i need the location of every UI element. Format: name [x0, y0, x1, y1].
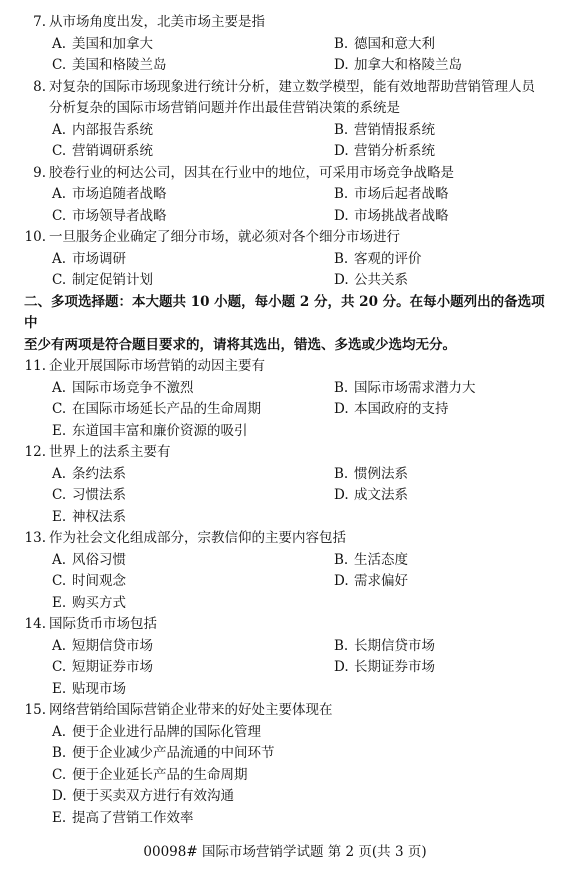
option-b: B. 惯例法系 — [334, 465, 408, 482]
option-c: C. 市场领导者战略 — [52, 207, 167, 224]
option-a: A. 国际市场竞争不激烈 — [52, 379, 194, 396]
option-a: A. 美国和加拿大 — [52, 35, 153, 52]
option-a: A. 内部报告系统 — [52, 121, 153, 138]
option-b: B. 生活态度 — [334, 551, 408, 568]
question-stem-continued: 分析复杂的国际市场营销问题并作出最佳营销决策的系统是 — [49, 100, 400, 116]
option-c: C. 营销调研系统 — [52, 143, 153, 159]
option-d: D. 加拿大和格陵兰岛 — [334, 57, 462, 73]
question-number: 14. — [24, 616, 46, 632]
option-b: B. 便于企业减少产品流通的中间环节 — [52, 745, 275, 761]
question-9 — [24, 163, 550, 228]
option-a: A. 便于企业进行品牌的国际化管理 — [52, 723, 261, 740]
question-stem: 企业开展国际市场营销的动因主要有 — [49, 358, 265, 374]
question-stem: 国际货币市场包括 — [49, 616, 157, 632]
option-c: C. 习惯法系 — [52, 487, 126, 503]
option-d: D. 市场挑战者战略 — [334, 207, 449, 224]
option-b: B. 市场后起者战略 — [334, 186, 449, 202]
option-c: C. 便于企业延长产品的生命周期 — [52, 766, 248, 783]
option-e: E. 提高了营销工作效率 — [52, 809, 194, 826]
option-e: E. 神权法系 — [52, 508, 126, 525]
question-10 — [24, 227, 550, 292]
question-7 — [24, 12, 550, 77]
option-a: A. 市场追随者战略 — [52, 186, 167, 202]
section-heading-line-2: 至少有两项是符合题目要求的，请将其选出，错选、多选或少选均无分。 — [24, 336, 456, 353]
question-8 — [24, 77, 550, 163]
option-c: C. 时间观念 — [52, 573, 126, 589]
option-d: D. 公共关系 — [334, 272, 408, 288]
question-stem: 世界上的法系主要有 — [49, 444, 171, 460]
option-e: E. 购买方式 — [52, 594, 126, 611]
option-a: A. 风俗习惯 — [52, 551, 126, 568]
option-a: A. 条约法系 — [52, 465, 126, 482]
option-d: D. 需求偏好 — [334, 573, 408, 589]
question-number: 9. — [33, 164, 46, 181]
question-number: 7. — [33, 14, 46, 30]
option-c: C. 制定促销计划 — [52, 272, 153, 288]
question-14 — [24, 614, 550, 700]
option-c: C. 短期证券市场 — [52, 659, 153, 675]
option-d: D. 营销分析系统 — [334, 143, 435, 159]
question-15 — [24, 700, 550, 829]
question-stem: 对复杂的国际市场现象进行统计分析，建立数学模型，能有效地帮助营销管理人员 — [49, 78, 535, 95]
page-footer: 00098# 国际市场营销学试题 第 2 页(共 3 页) — [143, 844, 427, 860]
question-stem: 从市场角度出发，北美市场主要是指 — [49, 14, 265, 30]
option-e: E. 东道国丰富和廉价资源的吸引 — [52, 422, 248, 439]
option-c: C. 美国和格陵兰岛 — [52, 57, 167, 73]
option-e: E. 贴现市场 — [52, 680, 126, 697]
question-13 — [24, 528, 550, 614]
question-12 — [24, 442, 550, 528]
option-b: B. 营销情报系统 — [334, 121, 435, 138]
question-stem: 胶卷行业的柯达公司，因其在行业中的地位，可采用市场竞争战略是 — [49, 164, 454, 181]
question-11 — [24, 356, 550, 442]
question-number: 11. — [24, 358, 46, 374]
option-b: B. 长期信贷市场 — [334, 637, 435, 654]
option-d: D. 成文法系 — [334, 487, 408, 503]
option-c: C. 在国际市场延长产品的生命周期 — [52, 401, 261, 417]
question-number: 12. — [24, 444, 46, 460]
option-b: B. 德国和意大利 — [334, 35, 435, 52]
option-b: B. 国际市场需求潜力大 — [334, 379, 476, 396]
option-d: D. 长期证券市场 — [334, 659, 435, 675]
option-a: A. 短期信贷市场 — [52, 637, 153, 654]
question-number: 15. — [24, 702, 46, 718]
question-stem: 网络营销给国际营销企业带来的好处主要体现在 — [49, 702, 333, 718]
option-b: B. 客观的评价 — [334, 250, 422, 267]
option-d: D. 便于买卖双方进行有效沟通 — [52, 788, 234, 804]
section-heading — [24, 292, 550, 357]
option-d: D. 本国政府的支持 — [334, 401, 449, 417]
question-stem: 一旦服务企业确定了细分市场，就必须对各个细分市场进行 — [49, 229, 400, 245]
option-a: A. 市场调研 — [52, 250, 126, 267]
section-heading-line-1: 二、多项选择题：本大题共 10 小题，每小题 2 分，共 20 分。在每小题列出的备选项中 — [24, 293, 545, 331]
question-number: 13. — [24, 530, 46, 546]
question-stem: 作为社会文化组成部分，宗教信仰的主要内容包括 — [49, 530, 346, 546]
question-number: 8. — [33, 78, 46, 95]
question-number: 10. — [24, 229, 46, 245]
